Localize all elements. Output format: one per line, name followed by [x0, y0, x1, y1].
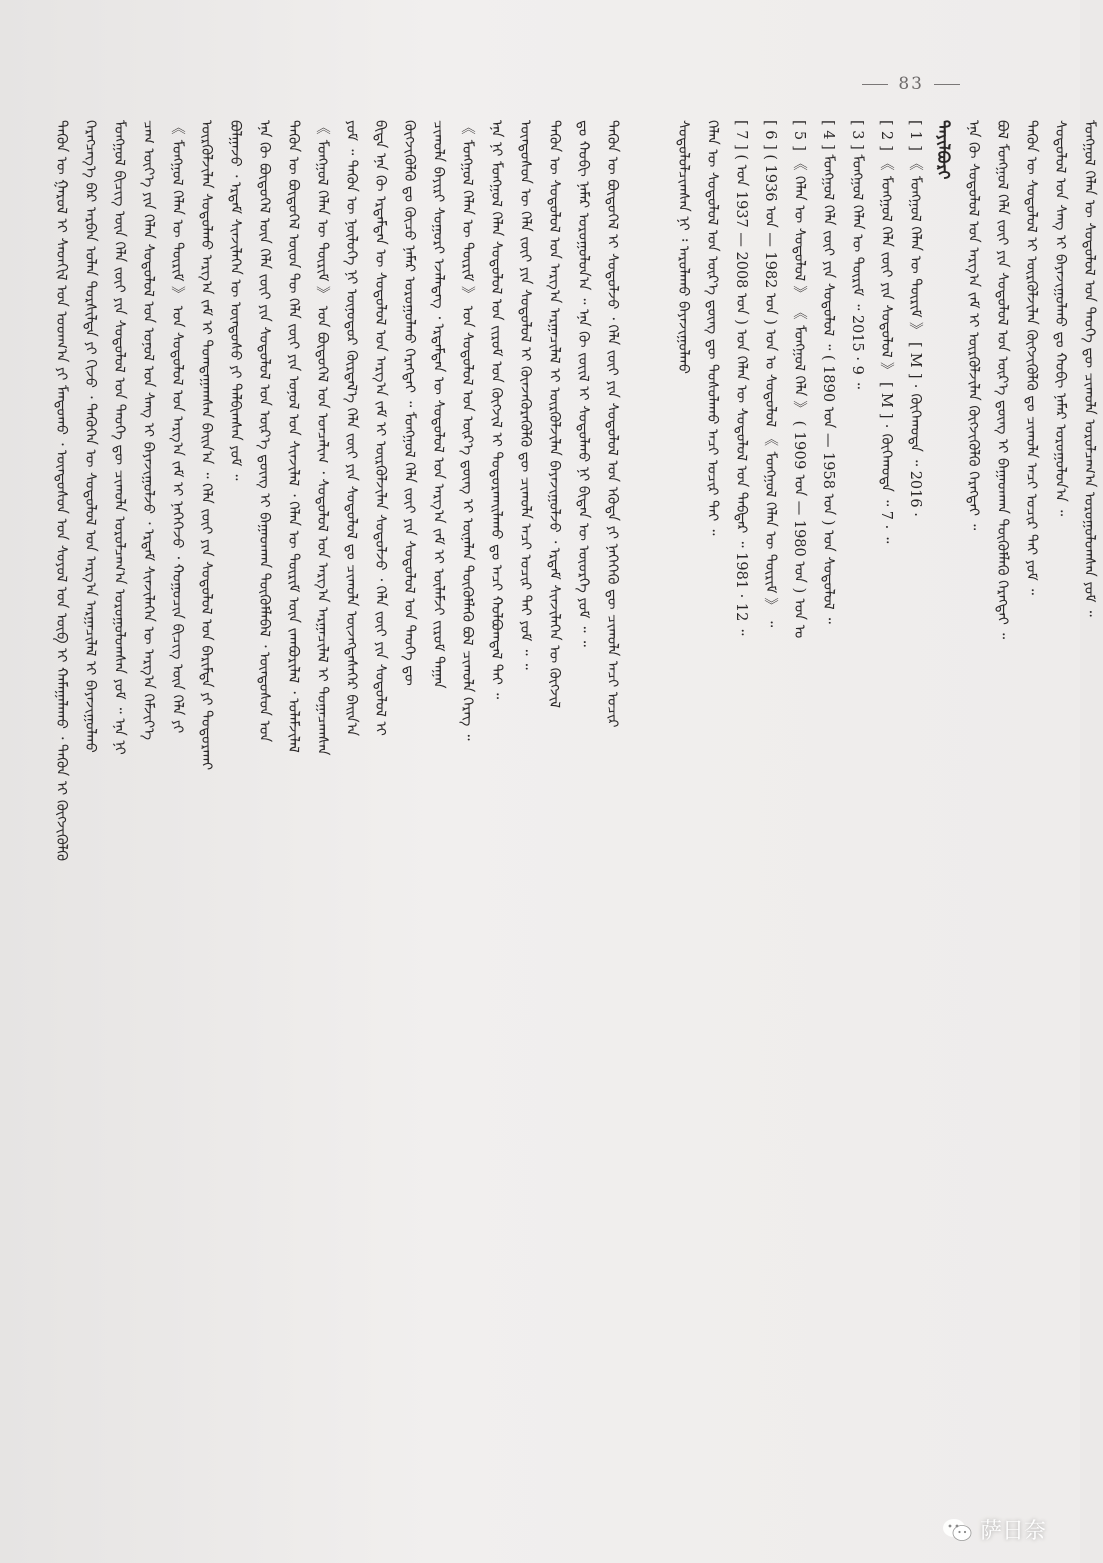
watermark-text: 萨日奈: [979, 1519, 1046, 1544]
header-dash-right: [934, 84, 960, 85]
reference-entry: [ 4 ] ᠮᠣᠩᠭᠣᠯ ᠬᠡᠯᠡ ᠵᠦᠢ ᠶᠢᠨ ᠰᠤᠳᠤᠯᠤᠯ ᠃ ( 1890 ᠣᠨ — 1958 ᠣᠨ ) ᠤᠨ ᠰᠤᠳᠤᠯᠤᠯ ᠃: [820, 120, 836, 624]
main-text-body: [46, 120, 666, 1530]
reference-entry: [ 3 ] ᠮᠣᠩᠭᠣᠯ ᠬᠡᠯᠡᠨ ᠦ ᠳᠦᠷᠢᠮ ᠃ 2015 · 9 ᠃: [849, 120, 865, 389]
text-column: ᠬᠡᠷᠡᠭᠴᠡᠭ᠎ᠡ ᠪᠠᠷ ᠠᠷᠪᠠᠨ ᠣᠯᠠᠨ ᠲᠤᠷᠰᠢᠯᠲᠠ ᠶᠢ ᠬᠢᠵᠦ ᠂ ᠲᠡᠭᠦᠬᠡᠨ ᠦ ᠰᠤᠳᠤᠯᠤᠯ ᠤᠨ ᠠᠷᠭ᠎ᠠ ᠠᠷᠭᠠᠴᠢᠯᠠᠯ ᠢ ᠪᠠᠶᠠᠵᠢᠭᠤᠯᠬᠤ: [82, 120, 98, 753]
text-column: ᠳᠤ ᠬᠤᠪᠢ ᠨᠡᠮᠡᠷ ᠣᠷᠣᠭᠤᠯᠤᠨ᠎ᠠ ᠃ ᠡᠨᠡ ᠬᠦ ᠵᠦᠢᠯ ᠢ ᠰᠤᠳᠤᠯᠬᠤ ᠨᠢ ᠪᠢᠳᠡᠨ ᠦ ᠦᠦᠷᠭᠡ ᠶᠤᠮ ᠃ ᠃: [575, 120, 591, 647]
page-number: 83: [898, 74, 924, 94]
text-column: ᠲᠡᠭᠦᠨ ᠦ ᠰᠤᠳᠤᠯᠤᠯ ᠤᠨ ᠠᠷᠭ᠎ᠠ ᠠᠷᠭᠠᠴᠢᠯᠠᠯ ᠢ ᠦᠷᠭᠦᠯᠵᠢᠯᠡᠨ ᠪᠠᠶᠠᠵᠢᠭᠤᠯᠵᠤ ᠂ ᠡᠷᠳᠡᠮ ᠰᠢᠨᠵᠢᠯᠡᠭᠡᠨ ᠦ ᠬᠥᠭᠵᠢᠯ: [546, 120, 562, 709]
wechat-watermark: [942, 1514, 1046, 1545]
text-column: ᠴᠠᠭ ᠦᠶ᠎ᠡ ᠶᠢᠨ ᠬᠡᠯᠡᠨ ᠰᠤᠳᠤᠯᠤᠯ ᠤᠨ ᠣᠨᠤᠯ ᠤᠨ ᠰᠠᠩ ᠢ ᠪᠠᠶᠠᠵᠢᠭᠤᠯᠵᠤ ᠂ ᠡᠷᠳᠡᠮ ᠰᠢᠨᠵᠢᠯᠡᠭᠡᠨ ᠦ ᠠᠷᠭ᠎ᠠ ᠬᠡᠮᠵᠢᠶ᠎ᠡ: [140, 120, 156, 741]
text-column: ᠲᠡᠭᠦᠨ ᠦ ᠭᠠᠷᠤᠯ ᠢ ᠰᠡᠳᠬᠢᠯ ᠤᠨ ᠤᠳᠬ᠎ᠠ ᠶᠢ ᠮᠠᠨᠳᠤᠬᠤ ᠂ ᠦᠨᠳᠦᠰᠦᠨ ᠤᠨ ᠰᠤᠶᠤᠯ ᠤᠨ ᠥᠪ ᠢ ᠬᠠᠮᠠᠭᠠᠯᠠᠬᠤ ᠂ ᠲᠡᠭᠦᠨ ᠢ ᠬᠥᠭᠵᠢᠭᠦᠯᠬᠦ: [53, 120, 69, 862]
text-column: ᠲᠡᠭᠦᠨ ᠦ ᠪᠦᠲᠦᠭᠡᠯ ᠢ ᠰᠤᠳᠤᠯᠵᠤ ᠂ ᠬᠡᠯᠡ ᠵᠦᠢ ᠶᠢᠨ ᠰᠤᠳᠤᠯᠤᠯ ᠤᠨ ᠡᠭᠦᠳᠡ ᠶᠢ ᠨᠡᠭᠡᠭᠡᠬᠦ ᠳᠦ ᠴᠢᠬᠤᠯᠠ ᠠᠴᠢ ᠤᠴᠢᠷ: [604, 120, 620, 728]
text-column: ᠪᠣᠯᠭᠠᠵᠤ ᠂ ᠡᠷᠳᠡᠮ ᠰᠢᠨᠵᠢᠯᠡᠭᠡᠨ ᠦ ᠦᠨᠳᠦᠰᠦ ᠶᠢ ᠲᠠᠯᠪᠢᠭᠰᠠᠨ ᠶᠤᠮ ᠃: [227, 120, 243, 481]
reference-entry: ᠮᠣᠩᠭᠣᠯ ᠬᠡᠯᠡᠨ ᠦ ᠰᠤᠳᠤᠯᠤᠯ ᠤᠨ ᠲᠡᠦᠬᠡ ᠳᠦ ᠴᠢᠬᠤᠯᠠ ᠤᠷᠤᠯᠴᠠᠭ᠎ᠠ ᠣᠷᠣᠭᠤᠯᠤᠭᠰᠠᠨ ᠶᠤᠮ ᠃: [1081, 120, 1097, 617]
text-column: ᠮᠣᠩᠭᠣᠯ ᠪᠢᠴᠢᠭ ᠦᠨ ᠬᠡᠯᠡ ᠵᠦᠢ ᠶᠢᠨ ᠰᠤᠳᠤᠯᠤᠯ ᠤᠨ ᠲᠡᠦᠬᠡ ᠳᠦ ᠴᠢᠬᠤᠯᠠ ᠤᠷᠤᠯᠴᠠᠭ᠎ᠠ ᠣᠷᠣᠭᠤᠯᠤᠭᠰᠠᠨ ᠶᠤᠮ ᠃ ᠡᠨᠡ ᠨᠢ: [111, 120, 127, 755]
reference-entry: [ 1 ] 《 ᠮᠣᠩᠭᠣᠯ ᠬᠡᠯᠡᠨ ᠦ ᠳᠦᠷᠢᠮ 》 [ M ] · ᠬᠥᠬᠡᠬᠣᠲᠠ ᠃ 2016 ·: [907, 120, 923, 517]
text-column: 《 ᠮᠣᠩᠭᠣᠯ ᠬᠡᠯᠡᠨ ᠦ ᠳᠦᠷᠢᠮ 》 ᠤᠨ ᠰᠤᠳᠤᠯᠤᠯ ᠤᠨ ᠦᠷ᠎ᠡ ᠳ᠋ᠦᠩ ᠢ ᠦᠨᠡᠯᠡᠨ ᠳᠦᠭᠦᠮᠯᠡᠬᠦ ᠪᠣᠯ ᠴᠢᠬᠤᠯᠠ ᠬᠡᠷᠡᠭ ᠃: [459, 120, 475, 741]
reference-entry: [ 5 ] 《 ᠬᠡᠯᠡᠨ ᠦ ᠰᠤᠳᠤᠯᠤᠯ 》 《 ᠮᠣᠩᠭᠣᠯ ᠬᠡᠯᠡ 》 ( 1909 ᠣᠨ — 1980 ᠣᠨ ) ᠣᠨ ᠤ: [791, 120, 807, 639]
page-number-header: [852, 74, 970, 94]
reference-entry: ᠲᠡᠭᠦᠨ ᠦ ᠰᠤᠳᠤᠯᠤᠯ ᠢ ᠦᠷᠭᠦᠯᠵᠢᠯᠡᠨ ᠬᠥᠭᠵᠢᠭᠦᠯᠬᠦ ᠳᠤ ᠴᠢᠬᠤᠯᠠ ᠠᠴᠢ ᠤᠴᠢᠷ ᠲᠠᠢ ᠶᠤᠮ ᠃: [1023, 120, 1039, 595]
reference-entry: [ 2 ] 《 ᠮᠣᠩᠭᠣᠯ ᠬᠡᠯᠡ ᠵᠦᠢ ᠶᠢᠨ ᠰᠤᠳᠤᠯᠤᠯ 》 [ M ] · ᠬᠥᠬᠡᠬᠣᠲᠠ ᠃ 7 · ᠃: [878, 120, 894, 544]
references-section: [668, 120, 1097, 1530]
reference-entry: ᠪᠣᠯ ᠮᠣᠩᠭᠣᠯ ᠬᠡᠯᠡ ᠵᠦᠢ ᠶᠢᠨ ᠰᠤᠳᠤᠯᠤᠯ ᠤᠨ ᠦᠷ᠎ᠡ ᠳ᠋ᠦᠩ ᠢ ᠪᠠᠭᠠᠳᠬᠠᠨ ᠳᠦᠭᠦᠮᠯᠡᠬᠦ ᠬᠡᠷᠡᠭᠲᠡᠢ ᠃: [994, 120, 1010, 640]
text-column: ᠪᠢᠳᠡ ᠡᠨᠡ ᠬᠦ ᠡᠷᠳᠡᠮᠲᠡᠨ ᠦ ᠰᠤᠳᠤᠯᠤᠯ ᠤᠨ ᠠᠷᠭ᠎ᠠ ᠵᠠᠮ ᠢ ᠦᠷᠭᠦᠯᠵᠢᠯᠡᠨ ᠰᠤᠳᠤᠯᠵᠤ ᠂ ᠬᠡᠯᠡ ᠵᠦᠢ ᠶᠢᠨ ᠰᠤᠳᠤᠯᠤᠯ ᠢ: [372, 120, 388, 736]
text-column: ᠶᠤᠮ ᠃ ᠲᠡᠭᠦᠨ ᠦ ᠨᠥᠯᠦᠭᠡ ᠨᠢ ᠥᠨᠥᠳᠥᠷ ᠬᠦᠷᠲᠡᠯ᠎ᠡ ᠬᠡᠯᠡ ᠵᠦᠢ ᠶᠢᠨ ᠰᠤᠳᠤᠯᠤᠯ ᠳᠤ ᠴᠢᠬᠤᠯᠠ ᠦᠵᠡᠭᠳᠡᠰᠡᠭᠡᠷ ᠪᠠᠢᠨ᠎ᠠ: [343, 120, 359, 737]
text-column: ᠦᠨᠳᠦᠰᠦᠨ ᠦ ᠬᠡᠯᠡ ᠵᠦᠢ ᠶᠢᠨ ᠰᠤᠳᠤᠯᠤᠯ ᠢ ᠭᠦᠨᠵᠡᠭᠦᠷᠡᠭᠦᠯᠬᠦ ᠳᠦ ᠴᠢᠬᠤᠯᠠ ᠠᠴᠢ ᠤᠴᠢᠷ ᠲᠠᠢ ᠶᠤᠮ ᠃ ᠃: [517, 120, 533, 670]
reference-entry: ᠰᠤᠳᠤᠯᠤᠯ ᠤᠨ ᠰᠠᠩ ᠢ ᠪᠠᠶᠠᠵᠢᠭᠤᠯᠬᠤ ᠳᠤ ᠬᠤᠪᠢ ᠨᠡᠮᠡᠷ ᠣᠷᠣᠭᠤᠯᠤᠨ᠎ᠠ ᠃: [1052, 120, 1068, 516]
header-dash-left: [862, 84, 888, 85]
text-column: ᠬᠥᠭᠵᠢᠭᠦᠯᠬᠦ ᠳᠤ ᠬᠦᠴᠦ ᠨᠡᠮᠡᠷ ᠣᠷᠣᠭᠤᠯᠬᠤ ᠬᠡᠷᠡᠭᠲᠡᠢ ᠃ ᠮᠣᠩᠭᠣᠯ ᠬᠡᠯᠡ ᠵᠦᠢ ᠶᠢᠨ ᠰᠤᠳᠤᠯᠤᠯ ᠤᠨ ᠲᠡᠦᠬᠡ ᠳᠦ: [401, 120, 417, 686]
text-column: ᠦᠷᠭᠦᠯᠵᠢᠯᠡᠨ ᠰᠤᠳᠤᠯᠬᠤ ᠠᠷᠭ᠎ᠠ ᠵᠠᠮ ᠢ ᠲᠣᠭᠲᠠᠭᠠᠭᠰᠠᠨ ᠪᠠᠢᠨ᠎ᠠ ᠃ ᠬᠡᠯᠡ ᠵᠦᠢ ᠶᠢᠨ ᠰᠤᠳᠤᠯᠤᠯ ᠤᠨ ᠪᠠᠷᠢᠮᠲᠠ ᠶᠢ ᠲᠣᠳᠤᠷᠬᠠᠢ: [198, 120, 214, 771]
reference-entry: [ 6 ] ( 1936 ᠣᠨ — 1982 ᠣᠨ ) ᠣᠨ ᠤ ᠰᠤᠳᠤᠯᠤᠯ 《 ᠮᠣᠩᠭᠣᠯ ᠬᠡᠯᠡᠨ ᠦ ᠳᠦᠷᠢᠮ 》 ᠃: [762, 120, 778, 628]
reference-entry: [ 7 ] ( ᠣᠨ 1937 — 2008 ᠣᠨ ) ᠤᠨ ᠬᠡᠯᠡᠨ ᠦ ᠰᠤᠳᠤᠯᠤᠯ ᠤᠨ ᠳᠡᠪᠲᠡᠷ ᠃ 1981 · 12 ᠃: [733, 120, 749, 636]
wechat-icon: [942, 1517, 972, 1543]
reference-entry: ᠡᠨᠡ ᠬᠦ ᠰᠤᠳᠤᠯᠤᠯ ᠤᠨ ᠠᠷᠭ᠎ᠠ ᠵᠠᠮ ᠢ ᠦᠷᠭᠦᠯᠵᠢᠯᠡᠨ ᠬᠥᠭᠵᠢᠭᠦᠯᠬᠦ ᠬᠡᠷᠡᠭᠲᠡᠢ ᠃: [965, 120, 981, 531]
text-column: 《 ᠮᠣᠩᠭᠣᠯ ᠬᠡᠯᠡᠨ ᠦ ᠳᠦᠷᠢᠮ 》 ᠤᠨ ᠪᠦᠲᠦᠭᠡᠯ ᠤᠨ ᠣᠨᠴᠠᠯᠢᠭ ᠂ ᠰᠤᠳᠤᠯᠤᠯ ᠤᠨ ᠠᠷᠭ᠎ᠠ ᠠᠷᠭᠠᠴᠢᠯᠠᠯ ᠢ ᠲᠣᠭᠠᠴᠠᠭᠰᠠᠨ: [314, 120, 330, 756]
reference-entry: ᠰᠤᠳᠤᠯᠤᠯᠴᠢᠭᠰᠠᠨ ᠨᠢ ᠄ ᠠᠷᠤᠯᠠᠬᠤ ᠪᠠᠶᠠᠵᠢᠭᠤᠯᠬᠤ: [675, 120, 691, 374]
reference-entry: ᠬᠡᠯᠡᠨ ᠦ ᠰᠤᠳᠤᠯᠤᠯ ᠤᠨ ᠦᠷ᠎ᠡ ᠳ᠋ᠦᠩ ᠳᠦ ᠲᠤᠰᠤᠯᠠᠬᠤ ᠠᠴᠢ ᠤᠴᠢᠷ ᠲᠠᠢ ᠃: [704, 120, 720, 536]
text-column: ᠲᠡᠭᠦᠨ ᠦ ᠪᠦᠲᠦᠭᠡᠯ ᠦᠳ ᠲᠦ ᠬᠡᠯᠡ ᠵᠦᠢ ᠶᠢᠨ ᠣᠨᠤᠯ ᠤᠨ ᠰᠢᠨᠵᠢᠯᠡᠯ ᠂ ᠬᠡᠯᠡᠨ ᠦ ᠳᠦᠷᠢᠮ ᠦᠨ ᠵᠠᠭᠪᠤᠷᠢᠯᠠᠯ ᠂ ᠤᠯᠠᠮᠵᠢᠯᠠᠯ: [285, 120, 301, 753]
text-column: ᠡᠨᠡ ᠨᠢ ᠮᠣᠩᠭᠣᠯ ᠬᠡᠯᠡᠨ ᠰᠤᠳᠤᠯᠤᠯ ᠤᠨ ᠵᠢᠷᠤᠮ ᠤᠨ ᠬᠥᠭᠵᠢᠯ ᠢ ᠲᠣᠳᠤᠷᠬᠠᠢᠯᠠᠬᠤ ᠳᠤ ᠠᠴᠢ ᠬᠣᠯᠪᠣᠭᠳᠠᠯ ᠲᠠᠢ ᠃: [488, 120, 504, 700]
text-column: ᠴᠢᠬᠤᠯᠠ ᠪᠠᠶᠢᠷᠢ ᠰᠤᠭᠤᠷᠢ ᠡᠵᠡᠯᠡᠳᠡᠭ ᠂ ᠡᠷᠳᠡᠮᠲᠡᠨ ᠦ ᠰᠤᠳᠤᠯᠤᠯ ᠤᠨ ᠠᠷᠭ᠎ᠠ ᠵᠠᠮ ᠢ ᠦᠯᠡᠮᠵᠢ ᠵᠢᠷᠤᠮ ᠳᠠᠭᠠᠨ: [430, 120, 446, 689]
references-heading: ᠲᠠᠶᠢᠯᠪᠤᠷᠢ: [934, 120, 953, 180]
text-column: 《 ᠮᠣᠩᠭᠣᠯ ᠬᠡᠯᠡᠨ ᠦ ᠳᠦᠷᠢᠮ 》 ᠤᠨ ᠰᠤᠳᠤᠯᠤᠯ ᠤᠨ ᠠᠷᠭ᠎ᠠ ᠵᠠᠮ ᠢ ᠨᠡᠭᠡᠭᠡᠵᠦ ᠂ ᠬᠤᠭᠤᠴᠢᠨ ᠪᠢᠴᠢᠭ ᠦᠨ ᠬᠡᠯᠡ ᠶᠢ: [169, 120, 185, 734]
text-column: ᠡᠨᠡ ᠬᠦ ᠪᠦᠲᠦᠭᠡᠯ ᠦᠨ ᠬᠡᠯᠡ ᠵᠦᠢ ᠶᠢᠨ ᠰᠤᠳᠤᠯᠤᠯ ᠤᠨ ᠦᠷ᠎ᠡ ᠳ᠋ᠦᠩ ᠢ ᠪᠠᠭᠠᠳᠬᠠᠨ ᠳᠦᠭᠦᠮᠯᠡᠪᠡᠯ ᠂ ᠦᠨᠳᠦᠰᠦᠨ ᠤᠨ: [256, 120, 272, 743]
